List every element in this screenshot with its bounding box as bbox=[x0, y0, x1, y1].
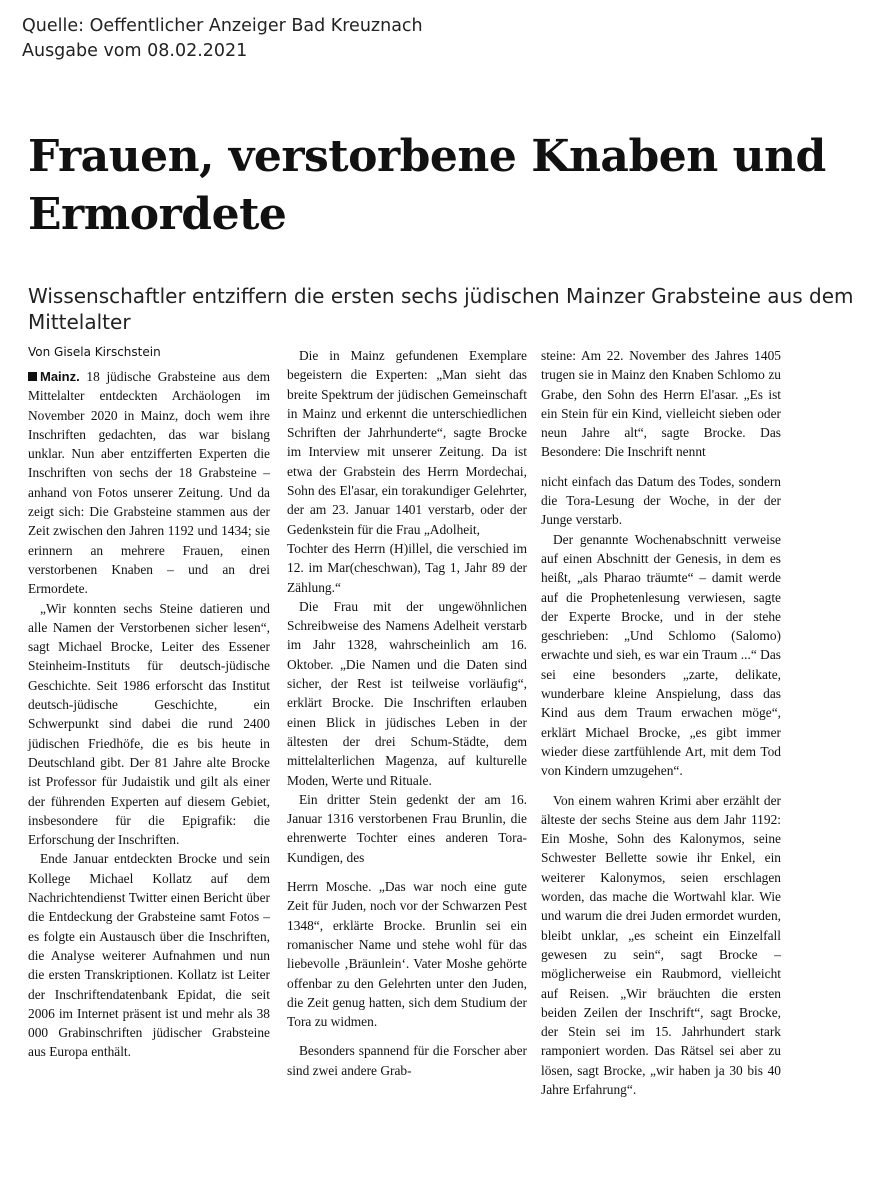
paragraph: Der genannte Wochenabschnitt verweise auf einen Abschnitt der Genesis, in dem es heißt, „als Pharao träumte“ – damit werde auf die Prophetenlesung verwiesen, sagte der Experte Brocke, und in der stehe geschrieben: „Und Schlomo (Salomo) erwachte und sieh, es war ein Traum ...“ Das sei eine besonders „zarte, delikate, wunderbare kleine Anspielung, dass das Kind aus dem Traum erwachen möge“, erklärt Michael Brocke, „es gibt immer wieder diese zartfühlende Art, mit dem Tod von Kindern umzugehen“. bbox=[541, 531, 781, 779]
article-column-2 bbox=[287, 346, 527, 1080]
paragraph: Die Frau mit der ungewöhnlichen Schreibweise des Namens Adelheit verstarb im Jahr 1328, wahrscheinlich am 16. Oktober. „Die Namen und die Daten sind sicher, der Rest ist teilweise vorläufig“, erklärt Brocke. Die Inschriften erlauben einen Blick in jüdisches Leben in der ältesten der drei Schum-Städte, dem mittelalterlichen Magenza, auf kulturelle Moden, Werte und Rituale. bbox=[287, 598, 527, 788]
paragraph-continued: Tochter des Herrn (H)illel, die verschied im 12. im Mar(cheschwan), Tag 1, Jahr 89 der Zählung.“ bbox=[287, 540, 527, 595]
paragraph: Die in Mainz gefundenen Exemplare begeistern die Experten: „Man sieht das breite Spektrum der jüdischen Gemeinschaft in Mainz und erkennt die unterschiedlichen Schriften der Jahrhunderte“, sagte Brocke im Interview mit unserer Zeitung. Da ist etwa der Grabstein des Herrn Mordechai, Sohn des El'asar, ein torakundiger Gelehrter, der am 23. Januar 1401 verstarb, oder der Gedenkstein für die Frau „Adolheit, bbox=[287, 348, 527, 537]
paragraph: steine: Am 22. November des Jahres 1405 trugen sie in Mainz den Knaben Schlomo zu Grabe, den Sohn des Herrn El'asar. „Es ist ein Stein für ein Kind, vielleicht sieben oder neun Jahre alt“, sagte Brocke. Das Besondere: Die Inschrift nennt bbox=[541, 348, 781, 460]
article-column-3 bbox=[541, 346, 781, 1099]
paragraph: Ende Januar entdeckten Brocke und sein Kollege Michael Kollatz auf dem Nachrichtendienst Twitter einen Bericht über die Entdeckung der Grabsteine samt Fotos – es folgte ein Austausch über die Inschriften, die Analyse weiterer Aufnahmen und nun die ersten Transkriptionen. Kollatz ist Leiter der Inschriftendatenbank Epidat, die seit 2006 im Internet präsent ist und mehr als 38 000 Grabinschriften jüdischer Grabsteine aus Europa enthält. bbox=[28, 851, 270, 1060]
paragraph: Besonders spannend für die Forscher aber sind zwei andere Grab- bbox=[287, 1043, 527, 1078]
dateline: Mainz. bbox=[40, 369, 80, 384]
paragraph-continued: Herrn Mosche. „Das war noch eine gute Zeit für Juden, noch vor der Schwarzen Pest 1348“, erklärte Brocke. Brunlin sei ein romanischer Name und stehe wohl für das liebevolle ‚Bräunlein‘. Vater Moshe gehörte offenbar zu den Gelehrten unter den Juden, die Zeit genug hatten, sich dem Studium der Tora zu widmen. bbox=[287, 879, 527, 1030]
paragraph: Von einem wahren Krimi aber erzählt der älteste der sechs Steine aus dem Jahr 1192: Ein Moshe, Sohn des Kalonymos, seine Schwester Bellette sowie ihr Enkel, ein weiterer Kalonymos, seien erschlagen worden, das mache die Wortwahl klar. Wie und warum die drei Juden ermordet wurden, bleibt unklar, „es scheint ein Einzelfall gewesen zu sein“, sagt Brocke – möglicherweise ein Raubmord, vielleicht auf Reisen. „Wir bräuchten die ersten beiden Zeilen der Inschrift“, sagt Brocke, der Stein sei im 15. Jahrhundert stark ramponiert worden. Das Rätsel sei aber zu lösen, sagt Brocke, „wir haben ja 30 bis 40 Jahre Erfahrung“. bbox=[541, 792, 781, 1097]
paragraph: Ein dritter Stein gedenkt der am 16. Januar 1316 verstorbenen Frau Brunlin, die ehrenwerte Tochter eines anderen Tora-Kundigen, des bbox=[287, 791, 527, 865]
article-headline: Frauen, verstorbene Knaben und Ermordete bbox=[28, 131, 826, 240]
source-info bbox=[22, 14, 423, 64]
article-subheadline: Wissenschaftler entziffern die ersten sechs jüdischen Mainzer Grabsteine aus dem Mittelalter bbox=[28, 284, 854, 334]
article-author: Von Gisela Kirschstein bbox=[28, 345, 161, 359]
paragraph-text: 18 jüdische Grabsteine aus dem Mittelalter entdeckten Archäologen im November 2020 in Mainz, doch wem ihre Inschriften gedachten, das war bislang unklar. Nun aber entzifferten Experten die Inschriften von sechs der 18 Grabsteine – anhand von Fotos unserer Zeitung. Und da zeigt sich: Die Grabsteine stammen aus der Zeit zwischen den Jahren 1192 und 1434; sie erinnern an mehrere Frauen, einen verstorbenen Knaben – und an drei Ermordete. bbox=[28, 369, 270, 597]
edition-line: Ausgabe vom 08.02.2021 bbox=[22, 41, 248, 61]
paragraph: „Wir konnten sechs Steine datieren und alle Namen der Verstorbenen sicher lesen“, sagt Michael Brocke, Leiter des Essener Steinheim-Instituts für deutsch-jüdische Geschichte. Seit 1986 erforscht das Institut deutsch-jüdische Geschichte, ein Schwerpunkt sind dabei die rund 2400 jüdischen Friedhöfe, die es bis heute in Deutschland gibt. Der 81 Jahre alte Brocke ist Professor für Judaistik und gilt als einer der führenden Experten auf diesem Gebiet, insbesondere für die Epigrafik: die Erforschung der Inschriften. bbox=[28, 600, 270, 848]
square-bullet-icon bbox=[28, 372, 37, 381]
source-line: Quelle: Oeffentlicher Anzeiger Bad Kreuznach bbox=[22, 16, 423, 36]
paragraph-continued: nicht einfach das Datum des Todes, sondern die Tora-Lesung der Woche, in der der Junge verstarb. bbox=[541, 473, 781, 528]
paragraph bbox=[28, 367, 270, 599]
article-column-1 bbox=[28, 367, 270, 1062]
